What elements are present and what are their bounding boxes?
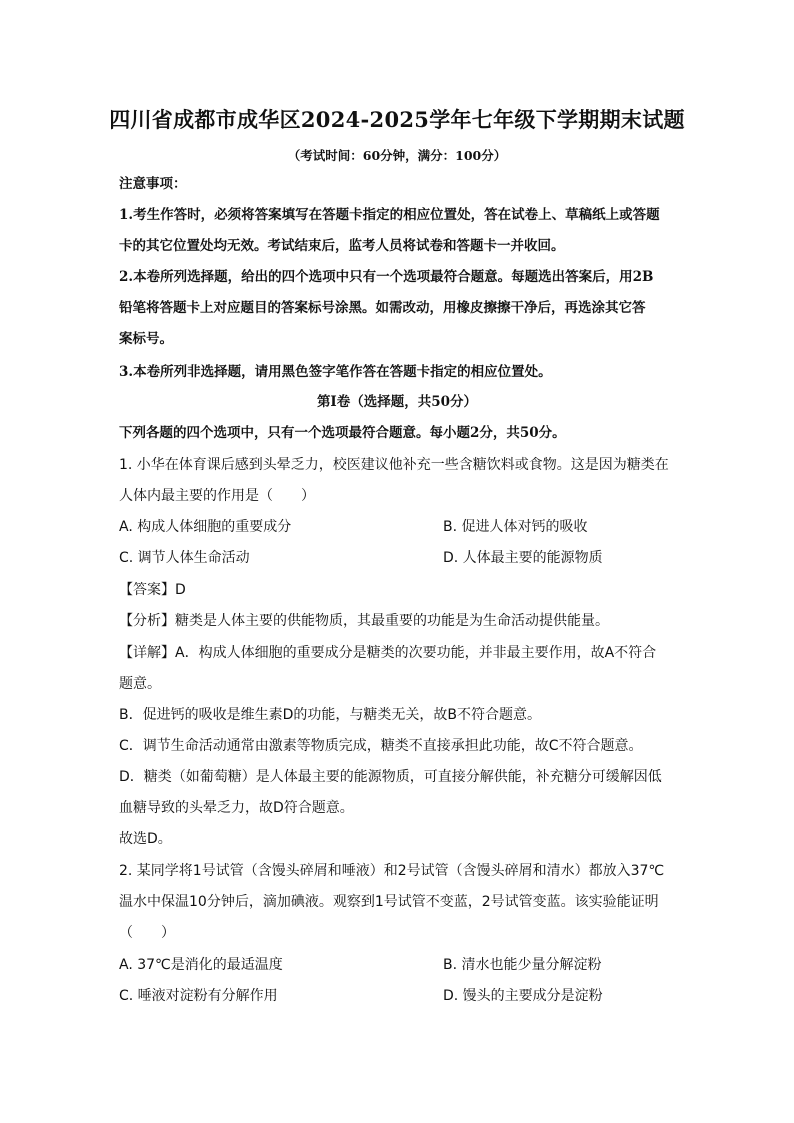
detail-line-1: A．构成人体细胞的重要成分是糖类的次要功能，并非最主要作用，故A不符合 xyxy=(175,645,657,661)
conclusion: 故选D。 xyxy=(119,831,172,847)
section-instruction: 下列各题的四个选项中，只有一个选项最符合题意。每小题2分，共50分。 xyxy=(119,425,566,441)
detail-label: 【详解】 xyxy=(119,645,175,661)
question-2-option-a: A. 37℃是消化的最适温度 xyxy=(119,957,283,973)
question-2-option-b: B. 清水也能少量分解淀粉 xyxy=(443,957,602,973)
detail-row xyxy=(119,643,679,663)
detail-line-6: 血糖导致的头晕乏力，故D符合题意。 xyxy=(119,800,354,816)
answer-value: D xyxy=(175,582,186,598)
detail-line-5: D．糖类（如葡萄糖）是人体最主要的能源物质，可直接分解供能，补充糖分可缓解因低 xyxy=(119,769,662,785)
question-2-line-2: 温水中保温10分钟后，滴加碘液。观察到1号试管不变蓝，2号试管变蓝。该实验能证明 xyxy=(119,894,659,910)
notice-line-4: 铅笔将答题卡上对应题目的答案标号涂黑。如需改动，用橡皮擦擦干净后，再选涂其它答 xyxy=(119,300,646,316)
notice-line-5: 案标号。 xyxy=(119,331,173,347)
question-1-option-a: A. 构成人体细胞的重要成分 xyxy=(119,519,292,535)
question-2-option-d: D. 馒头的主要成分是淀粉 xyxy=(443,988,603,1004)
analysis-label: 【分析】 xyxy=(119,613,175,629)
question-1-line-2: 人体内最主要的作用是（ ） xyxy=(119,488,315,504)
notice-line-2: 卡的其它位置处均无效。考试结束后，监考人员将试卷和答题卡一并收回。 xyxy=(119,238,565,254)
section-heading: 第I卷（选择题，共50分） xyxy=(316,394,478,410)
answer-row xyxy=(119,580,679,600)
analysis-text: 糖类是人体主要的供能物质，其最重要的功能是为生命活动提供能量。 xyxy=(175,613,609,629)
question-2-line-1: 2. 某同学将1号试管（含馒头碎屑和唾液）和2号试管（含馒头碎屑和清水）都放入37℃ xyxy=(119,863,665,879)
question-2-line-3: （ ） xyxy=(119,925,175,941)
detail-line-4: C．调节生命活动通常由激素等物质完成，糖类不直接承担此功能，故C不符合题意。 xyxy=(119,738,643,754)
detail-line-3: B．促进钙的吸收是维生素D的功能，与糖类无关，故B不符合题意。 xyxy=(119,707,541,723)
notice-heading: 注意事项： xyxy=(119,176,187,192)
analysis-row xyxy=(119,611,679,631)
question-1-option-c: C. 调节人体生命活动 xyxy=(119,550,250,566)
question-1-option-d: D. 人体最主要的能源物质 xyxy=(443,550,603,566)
notice-line-6: 3.本卷所列非选择题，请用黑色签字笔作答在答题卡指定的相应位置处。 xyxy=(119,364,552,380)
question-1-line-1: 1. 小华在体育课后感到头晕乏力，校医建议他补充一些含糖饮料或食物。这是因为糖类在 xyxy=(119,457,669,473)
notice-line-1: 1.考生作答时，必须将答案填写在答题卡指定的相应位置处，答在试卷上、草稿纸上或答题 xyxy=(119,207,660,223)
detail-line-2: 题意。 xyxy=(119,676,161,692)
exam-info: （考试时间：60分钟，满分：100分） xyxy=(287,148,507,163)
notice-line-3: 2.本卷所列选择题，给出的四个选项中只有一个选项最符合题意。每题选出答案后，用2B xyxy=(119,269,654,285)
answer-label: 【答案】 xyxy=(119,582,175,598)
question-2-option-c: C. 唾液对淀粉有分解作用 xyxy=(119,988,278,1004)
page-title: 四川省成都市成华区2024-2025学年七年级下学期期末试题 xyxy=(109,107,685,132)
question-1-option-b: B. 促进人体对钙的吸收 xyxy=(443,519,588,535)
